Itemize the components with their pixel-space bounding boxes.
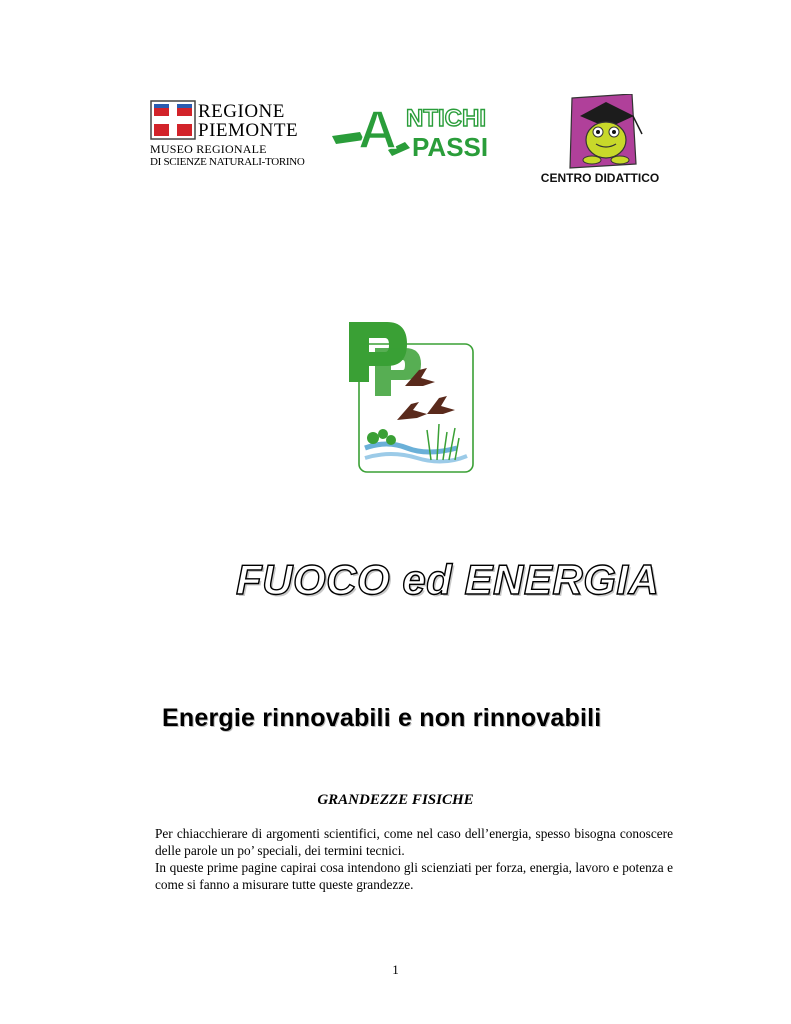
piemonte-shield-icon bbox=[150, 100, 196, 140]
section-heading: GRANDEZZE FISICHE bbox=[317, 792, 474, 808]
birds-wetland-icon bbox=[347, 320, 477, 475]
antichi-initial: A bbox=[358, 100, 397, 160]
antichi-passi-logo bbox=[330, 96, 505, 168]
paragraph-intro: Per chiacchierare di argomenti scientifici, come nel caso dell’energia, spesso bisogna conoscere delle parole un po’ speciali, dei termini tecnici. bbox=[155, 826, 673, 858]
document-title: FUOCO ed ENERGIA bbox=[236, 556, 660, 603]
frog-mascot-icon bbox=[530, 94, 670, 186]
regione-line-3: MUSEO REGIONALE bbox=[150, 142, 267, 156]
passi-word: PASSI bbox=[412, 132, 489, 162]
paragraph-overview: In queste prime pagine capirai cosa intendono gli scienziati per forza, energia, lavoro e potenza e come si fanno a misurare tutte queste grandezze. bbox=[155, 860, 673, 892]
page-number: 1 bbox=[392, 962, 399, 977]
parco-birds-logo bbox=[347, 320, 477, 475]
regione-piemonte-logo bbox=[150, 100, 305, 175]
antichi-word: NTICHI bbox=[406, 105, 486, 132]
regione-line-1: REGIONE bbox=[198, 101, 285, 122]
regione-line-4: DI SCIENZE NATURALI-TORINO bbox=[150, 156, 305, 168]
antichi-passi-graphic bbox=[330, 96, 505, 168]
document-subtitle: Energie rinnovabili e non rinnovabili bbox=[162, 704, 602, 732]
centro-didattico-logo bbox=[530, 94, 670, 186]
centro-didattico-label: CENTRO DIDATTICO bbox=[540, 171, 660, 185]
regione-line-2: PIEMONTE bbox=[198, 120, 299, 141]
